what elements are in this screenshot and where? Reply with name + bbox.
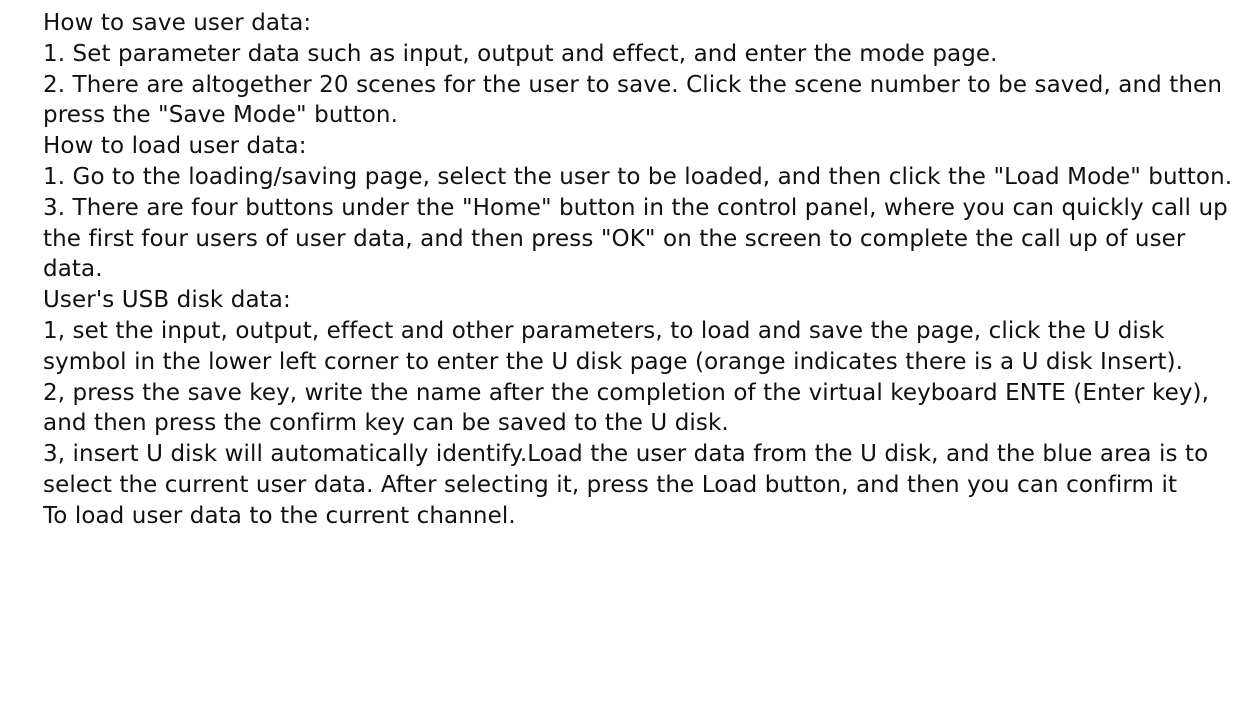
load-step-3: 3. There are four buttons under the "Home" button in the control panel, where you can quickly call up the first four users of user data, and then press "OK" on the screen to complete the call up of user data. — [43, 194, 1228, 283]
save-step-2: 2. There are altogether 20 scenes for the user to save. Click the scene number to be saved, and then press the "Save Mode" button. — [43, 71, 1222, 129]
load-step-1: 1. Go to the loading/saving page, select the user to be loaded, and then click the "Load Mode" button. — [43, 163, 1233, 190]
usb-step-3: 3, insert U disk will automatically identify.Load the user data from the U disk, and the blue area is to select the current user data. After selecting it, press the Load button, and then you can confirm it — [43, 441, 1209, 498]
usb-step-1: 1, set the input, output, effect and other parameters, to load and save the page, click the U disk symbol in the lower left corner to enter the U disk page (orange indicates there is a U disk Insert). — [43, 317, 1184, 375]
instruction-text-block — [43, 8, 1238, 532]
heading-load-user-data: How to load user data: — [43, 133, 307, 160]
heading-usb-disk-data: User's USB disk data: — [43, 287, 291, 314]
heading-save-user-data: How to save user data: — [43, 10, 312, 36]
usb-closing-line: To load user data to the current channel. — [43, 502, 516, 529]
save-step-1: 1. Set parameter data such as input, output and effect, and enter the mode page. — [43, 40, 998, 67]
usb-step-2: 2, press the save key, write the name after the completion of the virtual keyboard ENTE (Enter key), and then press the confirm key can be saved to the U disk. — [43, 379, 1210, 437]
